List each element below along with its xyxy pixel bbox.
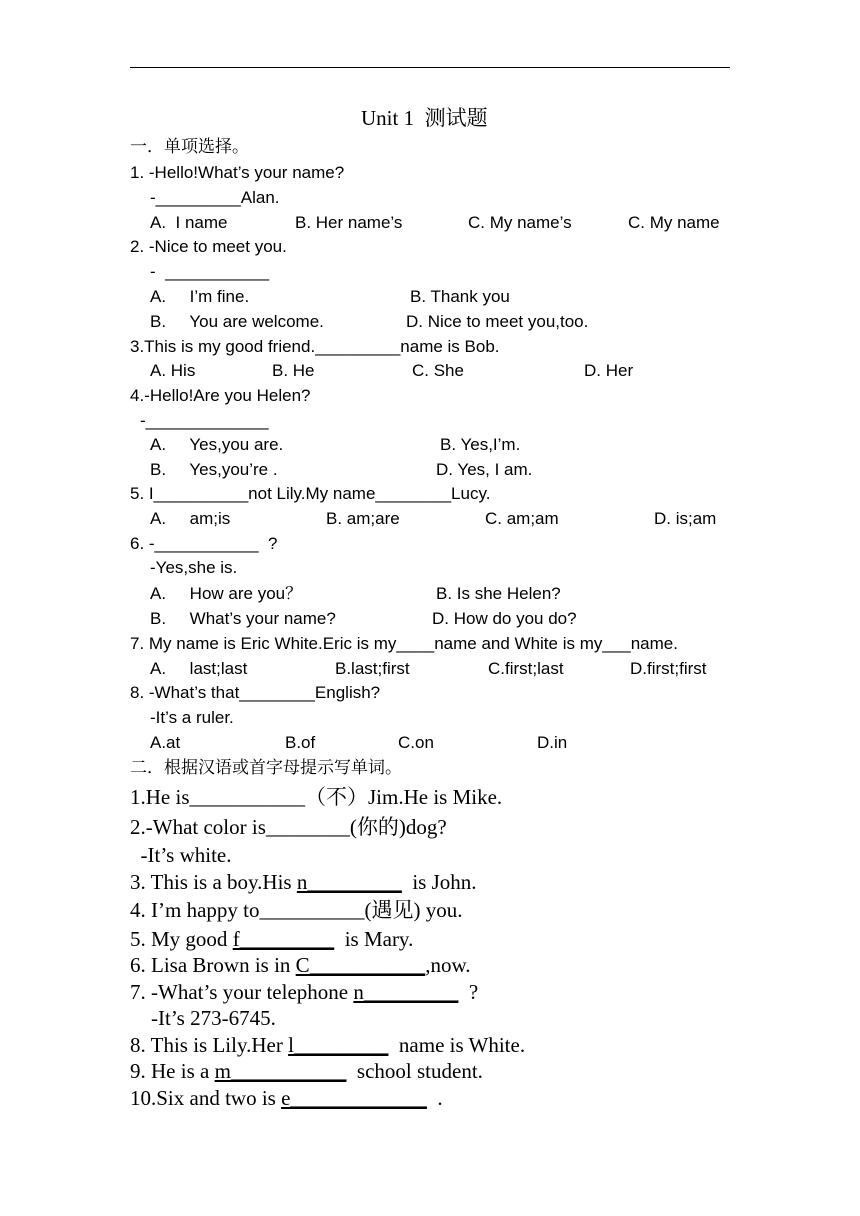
q3-option-d: D. Her <box>584 361 634 380</box>
q4-stem: 4.-Hello!Are you Helen? <box>130 386 311 405</box>
q8-reply: -It’s a ruler. <box>150 708 234 727</box>
q2-option-a: A. I’m fine. <box>150 287 250 306</box>
q2-option-b: B. Thank you <box>410 287 510 306</box>
s2-item-10: 10.Six and two is e_____________ . <box>130 1086 443 1110</box>
s2-item-1: 1.He is___________（不）Jim.He is Mike. <box>130 785 503 809</box>
header-rule <box>130 67 730 68</box>
q4-answer-line: -_____________ <box>140 411 269 430</box>
q5-stem: 5. I__________not Lily.My name________Lucy. <box>130 484 491 503</box>
q3-option-b: B. He <box>272 361 315 380</box>
q2-stem: 2. -Nice to meet you. <box>130 237 287 256</box>
q5-option-b: B. am;are <box>326 509 400 528</box>
q6-option-c: B. What’s your name? <box>150 609 336 628</box>
s2-item-8: 8. This is Lily.Her l_________ name is White. <box>130 1033 526 1057</box>
q6-option-b: B. Is she Helen? <box>436 584 561 603</box>
q3-option-a: A. His <box>150 361 196 380</box>
s2-item-7: 7. -What’s your telephone n_________ ? <box>130 980 479 1004</box>
page-title: Unit 1 测试题 <box>361 106 488 130</box>
q2-option-d: D. Nice to meet you,too. <box>406 312 589 331</box>
q5-option-d: D. is;am <box>654 509 717 528</box>
q6-option-d: D. How do you do? <box>432 609 577 628</box>
q8-option-a: A.at <box>150 733 181 752</box>
q3-stem: 3.This is my good friend._________name is Bob. <box>130 337 500 356</box>
q1-answer-line: -_________Alan. <box>150 188 280 207</box>
q1-option-a: A. I name <box>150 213 228 232</box>
s2-item-2: 2.-What color is________(你的)dog? <box>130 815 447 839</box>
q6-stem: 6. -___________ ? <box>130 534 278 553</box>
s2-item-3: 3. This is a boy.His n_________ is John. <box>130 870 477 894</box>
q5-option-c: C. am;am <box>485 509 559 528</box>
q4-option-a: A. Yes,you are. <box>150 435 284 454</box>
q4-option-b: B. Yes,I’m. <box>440 435 521 454</box>
q8-stem: 8. -What’s that________English? <box>130 683 381 702</box>
q6-option-a: A. How are you？ <box>150 584 303 603</box>
section1-heading: 一．单项选择。 <box>130 137 249 157</box>
q8-option-b: B.of <box>285 733 316 752</box>
q8-option-d: D.in <box>537 733 568 752</box>
q1-stem: 1. -Hello!What’s your name? <box>130 163 345 182</box>
q7-option-d: D.first;first <box>630 659 707 678</box>
s2-item-9: 9. He is a m___________ school student. <box>130 1059 483 1083</box>
q5-option-a: A. am;is <box>150 509 231 528</box>
section2-heading: 二．根据汉语或首字母提示写单词。 <box>130 758 402 778</box>
q8-option-c: C.on <box>398 733 434 752</box>
q7-option-c: C.first;last <box>488 659 564 678</box>
q3-option-c: C. She <box>412 361 464 380</box>
q7-option-b: B.last;first <box>335 659 410 678</box>
s2-item-2-reply: -It’s white. <box>130 843 232 867</box>
q1-option-b: B. Her name’s <box>295 213 403 232</box>
q2-option-c: B. You are welcome. <box>150 312 324 331</box>
s2-item-7-reply: -It’s 273-6745. <box>130 1006 276 1030</box>
q1-option-c: C. My name’s <box>468 213 572 232</box>
q2-answer-line: - ___________ <box>150 262 270 281</box>
q7-option-a: A. last;last <box>150 659 248 678</box>
s2-item-6: 6. Lisa Brown is in C___________,now. <box>130 953 471 977</box>
s2-item-5: 5. My good f_________ is Mary. <box>130 927 414 951</box>
q1-option-d: C. My name <box>628 213 720 232</box>
q4-option-c: B. Yes,you’re . <box>150 460 278 479</box>
q6-reply: -Yes,she is. <box>150 558 238 577</box>
q4-option-d: D. Yes, I am. <box>436 460 533 479</box>
s2-item-4: 4. I’m happy to__________(遇见) you. <box>130 898 463 922</box>
q7-stem: 7. My name is Eric White.Eric is my____name and White is my___name. <box>130 634 678 653</box>
